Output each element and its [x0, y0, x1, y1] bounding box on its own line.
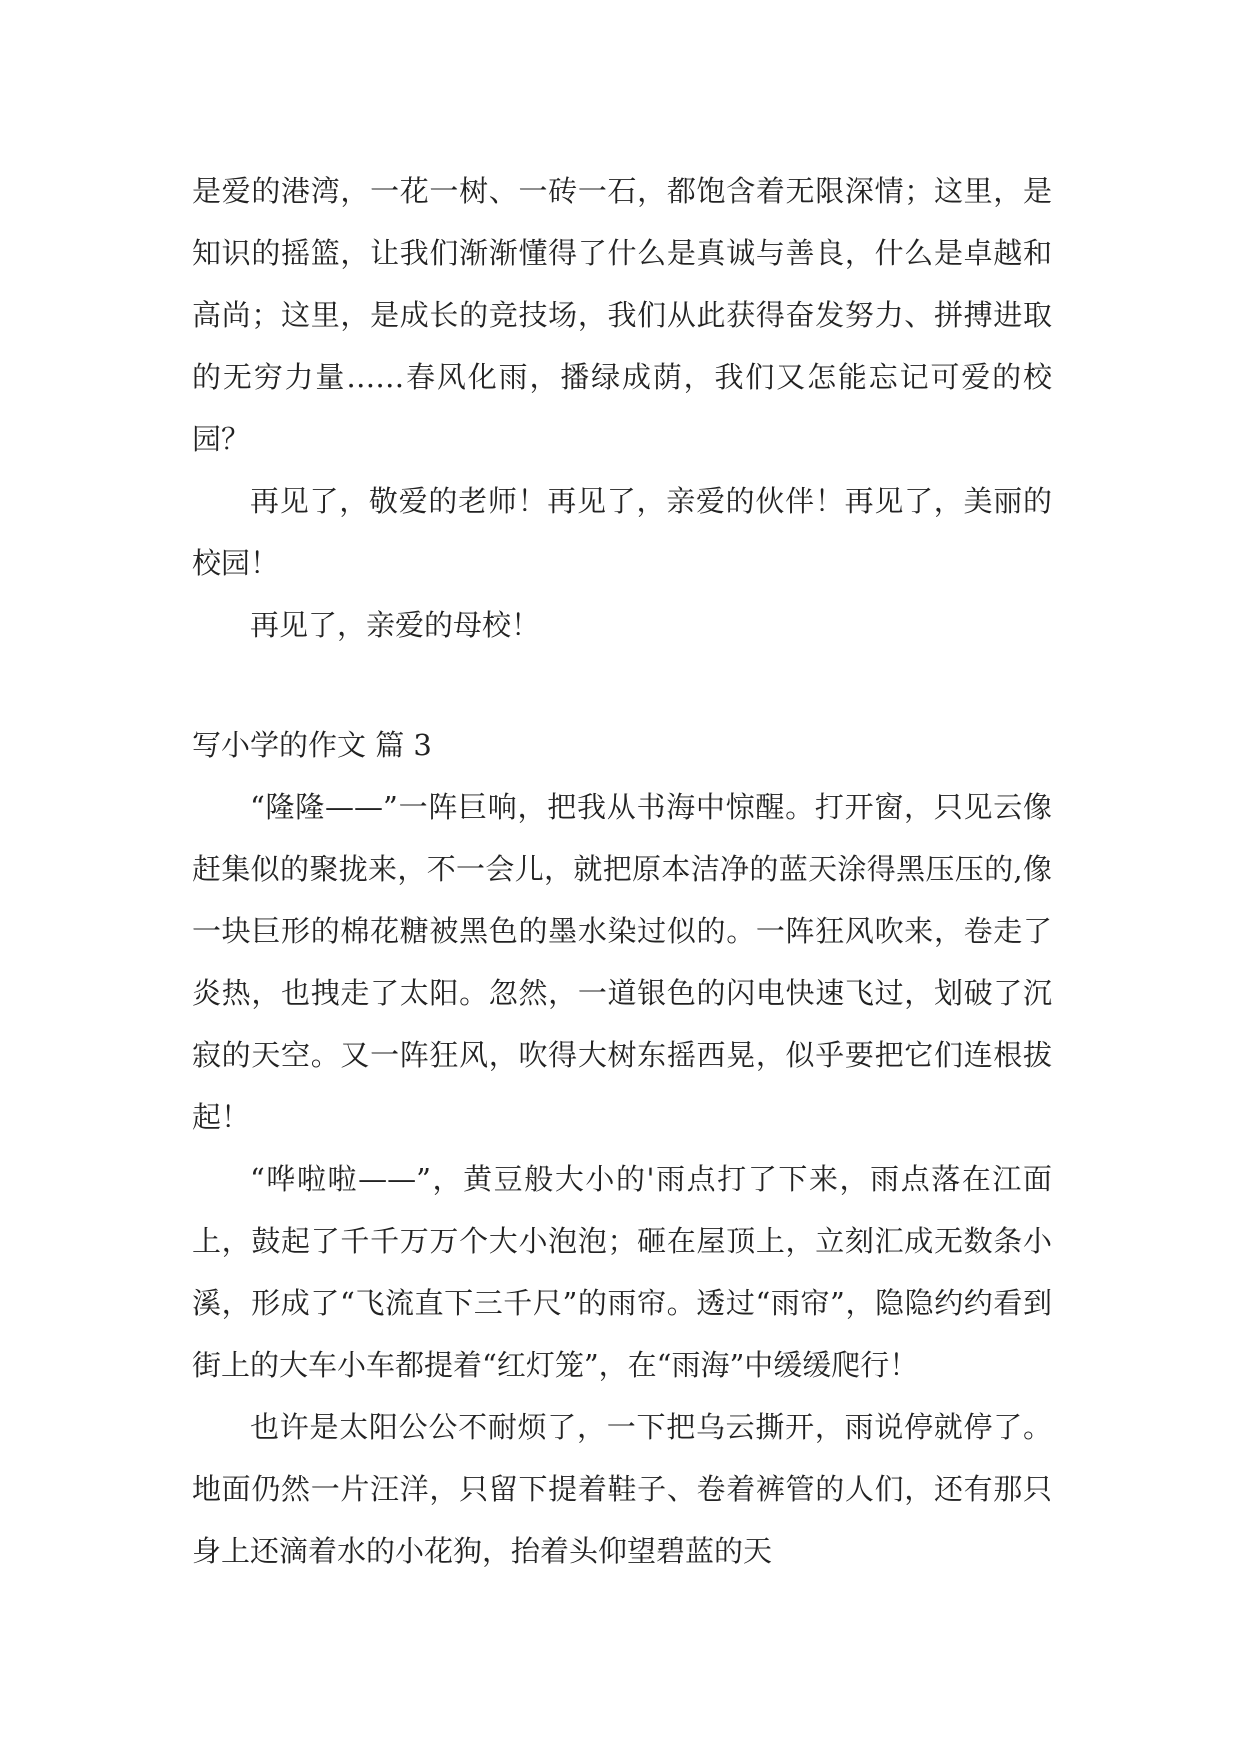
paragraph-thunder: “隆隆——”一阵巨响，把我从书海中惊醒。打开窗，只见云像赶集似的聚拢来，不一会儿，就把原本洁净的蓝天涂得黑压压的,像一块巨形的棉花糖被黑色的墨水染过似的。一阵狂风吹来，卷走了炎热，也拽走了太阳。忽然，一道银色的闪电快速飞过，划破了沉寂的天空。又一阵狂风，吹得大树东摇西晃，似乎要把它们连根拔起！: [192, 790, 1052, 1134]
section-spacer: [192, 656, 1052, 714]
paragraph-after-rain: 也许是太阳公公不耐烦了，一下把乌云撕开，雨说停就停了。地面仍然一片汪洋，只留下提着鞋子、卷着裤管的人们，还有那只身上还滴着水的小花狗，抬着头仰望碧蓝的天: [192, 1410, 1052, 1568]
paragraph-farewell-teachers: 再见了，敬爱的老师！再见了，亲爱的伙伴！再见了，美丽的校园！: [192, 484, 1052, 580]
document-page: [192, 160, 1052, 1582]
paragraph-school-memories: 是爱的港湾，一花一树、一砖一石，都饱含着无限深情；这里，是知识的摇篮，让我们渐渐懂得了什么是真诚与善良，什么是卓越和高尚；这里，是成长的竞技场，我们从此获得奋发努力、拼搏进取的无穷力量……春风化雨，播绿成荫，我们又怎能忘记可爱的校园？: [192, 174, 1052, 456]
paragraph-rain: “哗啦啦——”，黄豆般大小的'雨点打了下来，雨点落在江面上，鼓起了千千万万个大小泡泡；砸在屋顶上，立刻汇成无数条小溪，形成了“飞流直下三千尺”的雨帘。透过“雨帘”，隐隐约约看到街上的大车小车都提着“红灯笼”，在“雨海”中缓缓爬行！: [192, 1162, 1052, 1382]
paragraph-farewell-school: 再见了，亲爱的母校！: [250, 608, 541, 642]
section-title: 写小学的作文 篇 3: [192, 728, 432, 762]
